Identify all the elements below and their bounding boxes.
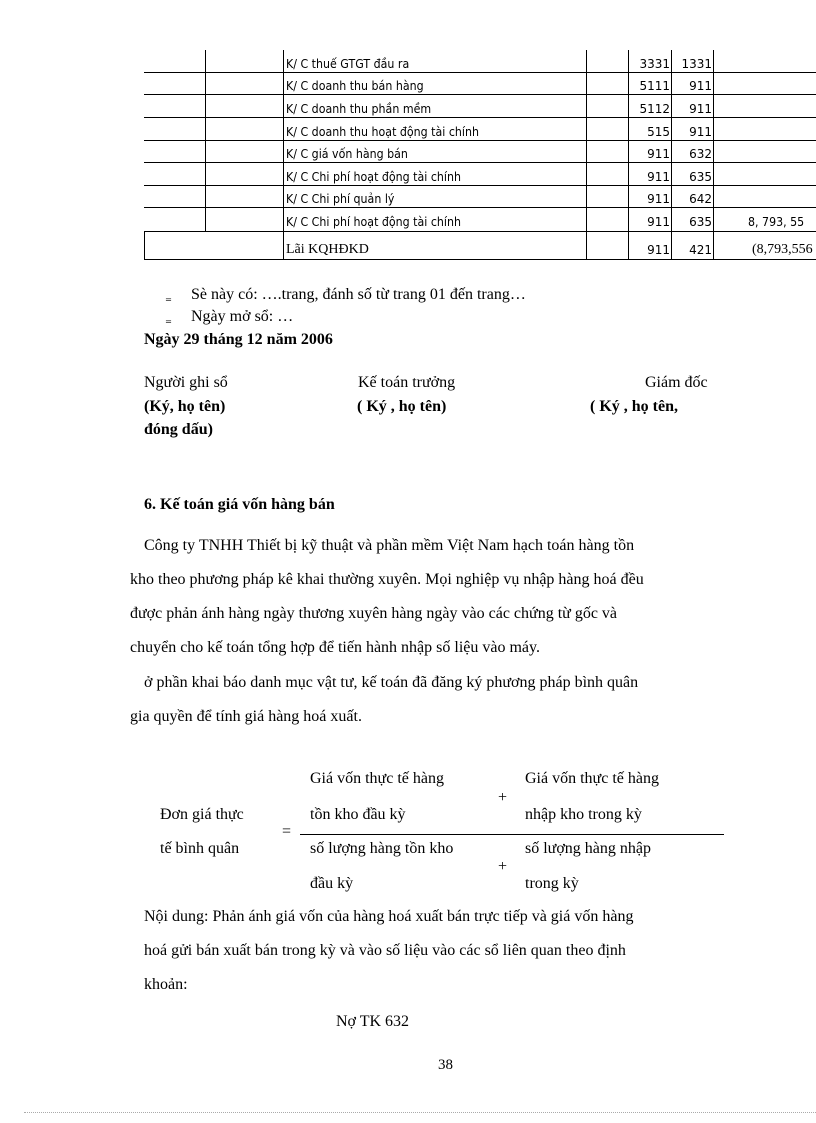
signature-recorder-note: (Ký, họ tên)	[144, 398, 226, 415]
ledger-table	[0, 50, 816, 260]
formula-lhs-line1: Đơn giá thực	[160, 806, 244, 823]
signature-chief-note: ( Ký , họ tên)	[357, 398, 447, 415]
table-cell-credit: 421	[689, 243, 712, 257]
table-cell-desc: Lãi KQHĐKD	[286, 242, 369, 257]
signature-director: Giám đốc	[645, 374, 708, 391]
table-cell-debit: 5111	[639, 79, 670, 93]
formula-numerator-b1: Giá vốn thực tế hàng	[525, 770, 659, 787]
content-line: hoá gửi bán xuất bán trong kỳ và vào số liệu vào các sổ liên quan theo định	[144, 942, 626, 959]
table-cell-credit: 635	[689, 170, 712, 184]
formula-lhs-line2: tế bình quân	[160, 840, 240, 857]
table-cell-desc: K/ C Chi phí hoạt động tài chính	[286, 215, 461, 229]
table-cell-debit: 515	[647, 125, 670, 139]
table-cell-debit: 911	[647, 215, 670, 229]
table-cell-desc: K/ C doanh thu hoạt động tài chính	[286, 125, 479, 139]
signature-director-note-2: đóng dấu)	[144, 421, 213, 438]
note-open-date: Ngày mở sổ: …	[191, 308, 294, 325]
section-title: 6. Kế toán giá vốn hàng bán	[144, 496, 335, 513]
table-cell-credit: 911	[689, 102, 712, 116]
date-line: Ngày 29 tháng 12 năm 2006	[144, 331, 333, 348]
page-edge	[24, 1112, 816, 1113]
row-divider	[144, 72, 816, 73]
formula-denominator-a2: đầu kỳ	[310, 875, 354, 892]
paragraph-line: được phản ánh hàng ngày thương xuyên hàng ngày vào các chứng từ gốc và	[130, 605, 618, 622]
paragraph-line: ở phần khai báo danh mục vật tư, kế toán đã đăng ký phương pháp bình quân	[144, 674, 639, 691]
table-cell-desc: K/ C giá vốn hàng bán	[286, 147, 408, 161]
table-cell-credit: 1331	[681, 57, 712, 71]
table-cell-debit: 5112	[639, 102, 670, 116]
table-cell-debit: 911	[647, 170, 670, 184]
formula-denominator-a1: số lượng hàng tồn kho	[310, 840, 454, 857]
table-cell-debit: 3331	[639, 57, 670, 71]
row-divider	[144, 162, 816, 163]
table-cell-desc: K/ C thuế GTGT đầu ra	[286, 57, 410, 71]
paragraph-line: Công ty TNHH Thiết bị kỹ thuật và phần mềm Việt Nam hạch toán hàng tồn	[144, 537, 635, 554]
table-cell-amount: (8,793,556	[752, 242, 813, 257]
table-cell-debit: 911	[647, 243, 670, 257]
formula-equals: =	[282, 823, 292, 840]
table-cell-credit: 642	[689, 192, 712, 206]
signature-chief-accountant: Kế toán trưởng	[358, 374, 456, 391]
row-divider	[144, 231, 816, 232]
table-cell-credit: 632	[689, 147, 712, 161]
bullet-icon: ‗	[166, 312, 171, 323]
formula-plus-bottom: +	[498, 858, 508, 875]
row-divider	[144, 185, 816, 186]
col-divider	[713, 50, 714, 259]
table-cell-debit: 911	[647, 147, 670, 161]
formula-denominator-b1: số lượng hàng nhập	[525, 840, 652, 857]
table-cell-credit: 911	[689, 79, 712, 93]
formula-plus-top: +	[498, 789, 508, 806]
row-divider	[144, 140, 816, 141]
row-divider	[144, 117, 816, 118]
content-line: khoản:	[144, 976, 188, 993]
signature-director-note: ( Ký , họ tên,	[590, 398, 678, 415]
formula-numerator-b2: nhập kho trong kỳ	[525, 806, 642, 823]
table-cell-desc: K/ C doanh thu phần mềm	[286, 102, 432, 116]
table-cell-amount: 8, 793, 55	[748, 215, 805, 229]
page-number: 38	[438, 1057, 453, 1073]
col-divider	[586, 50, 587, 259]
row-divider	[144, 94, 816, 95]
formula-numerator-a1: Giá vốn thực tế hàng	[310, 770, 444, 787]
note-pages: Sè này có: ….trang, đánh số từ trang 01 đến trang…	[191, 286, 526, 303]
paragraph-line: kho theo phương pháp kê khai thường xuyên. Mọi nghiệp vụ nhập hàng hoá đều	[130, 571, 644, 588]
col-divider	[628, 50, 629, 259]
content-line: Nội dung: Phản ánh giá vốn của hàng hoá xuất bán trực tiếp và giá vốn hàng	[144, 908, 634, 925]
table-cell-desc: K/ C Chi phí hoạt động tài chính	[286, 170, 461, 184]
paragraph-line: chuyển cho kế toán tổng hợp để tiến hành nhập số liệu vào máy.	[130, 639, 540, 656]
table-cell-credit: 635	[689, 215, 712, 229]
journal-entry: Nợ TK 632	[336, 1013, 410, 1030]
bullet-icon: ‗	[166, 290, 171, 301]
col-divider	[144, 231, 145, 259]
table-cell-credit: 911	[689, 125, 712, 139]
formula-denominator-b2: trong kỳ	[525, 875, 579, 892]
table-cell-desc: K/ C doanh thu bán hàng	[286, 79, 424, 93]
table-cell-debit: 911	[647, 192, 670, 206]
paragraph-line: gia quyền để tính giá hàng hoá xuất.	[130, 708, 362, 725]
signature-recorder: Người ghi sổ	[144, 374, 228, 391]
table-cell-desc: K/ C Chi phí quản lý	[286, 192, 395, 206]
formula-numerator-a2: tồn kho đầu kỳ	[310, 806, 406, 823]
col-divider	[205, 50, 206, 231]
row-divider	[144, 259, 816, 260]
col-divider	[671, 50, 672, 259]
col-divider	[283, 50, 284, 259]
row-divider	[144, 207, 816, 208]
fraction-bar	[300, 834, 724, 835]
